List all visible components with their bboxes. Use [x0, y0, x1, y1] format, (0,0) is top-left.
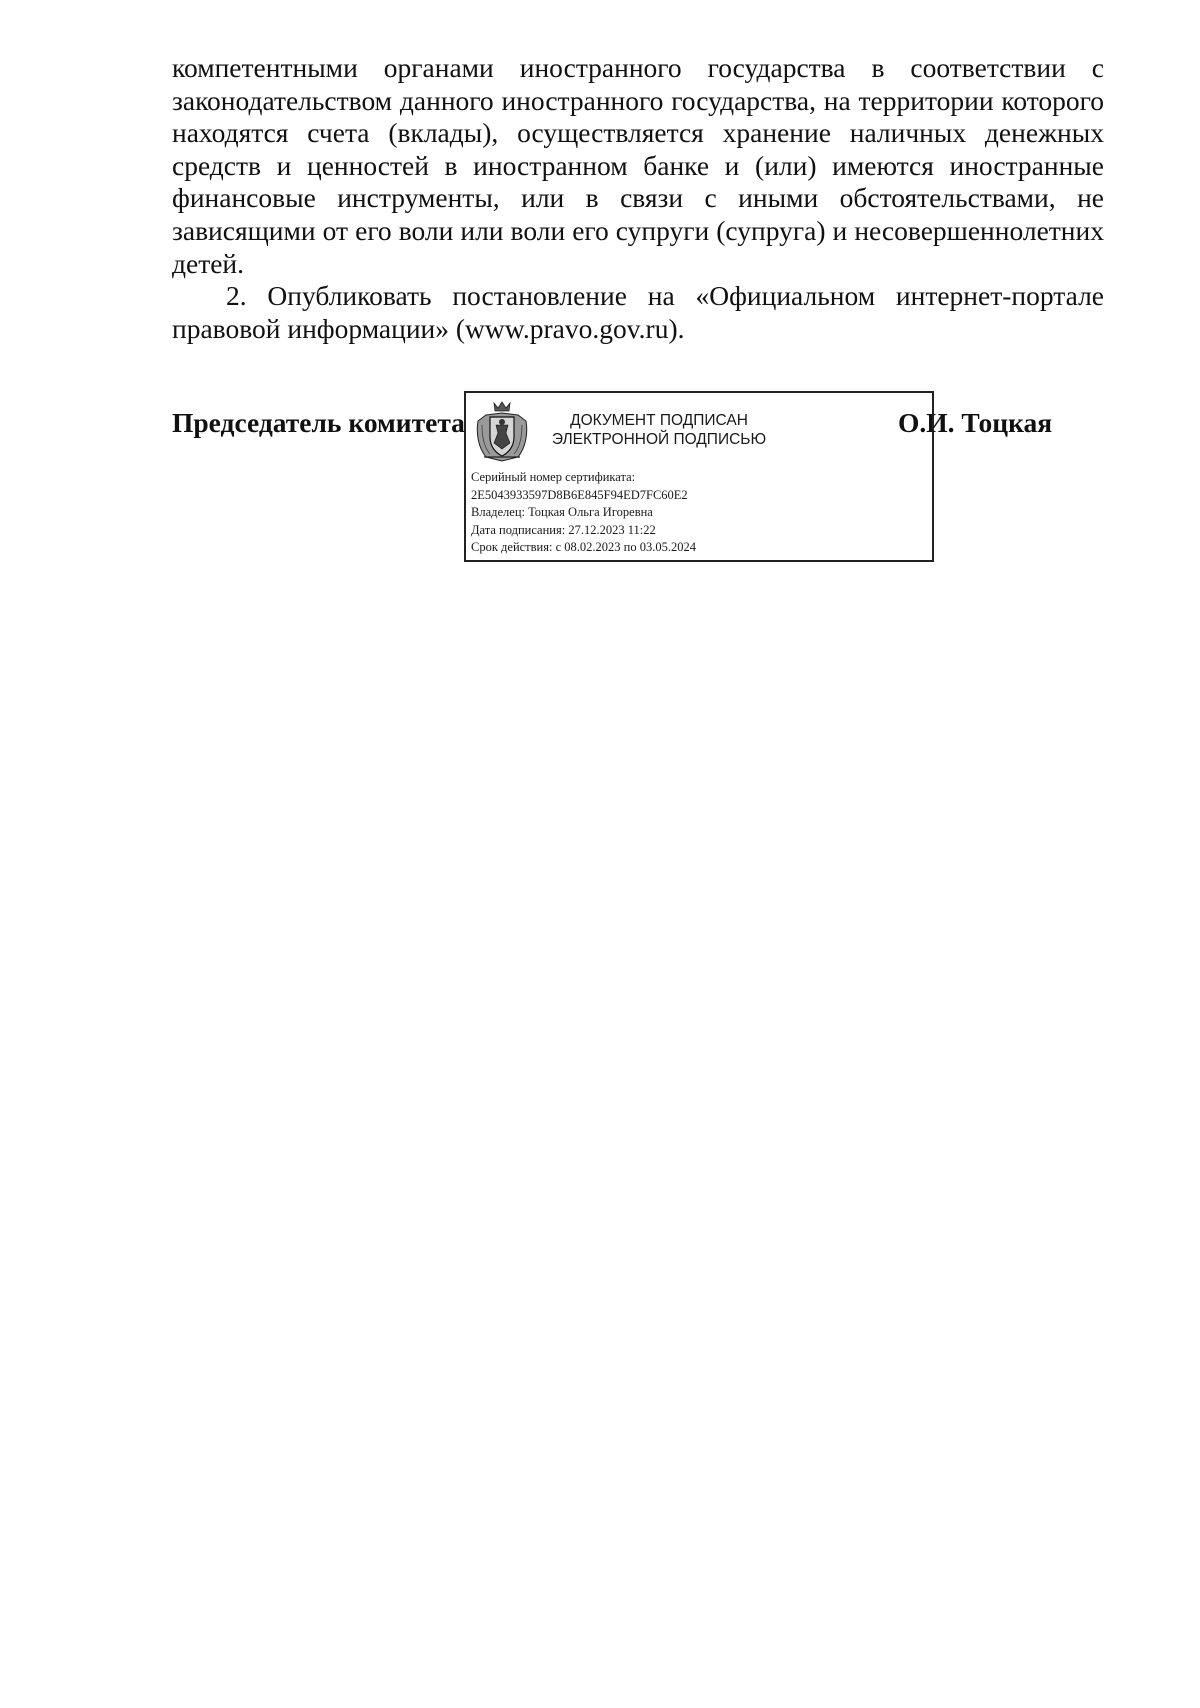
stamp-heading	[544, 411, 774, 449]
stamp-serial-label: Серийный номер сертификата:	[471, 470, 636, 484]
stamp-heading-line-1: ДОКУМЕНТ ПОДПИСАН	[570, 412, 748, 429]
stamp-owner: Владелец: Тоцкая Ольга Игоревна	[471, 505, 653, 519]
coat-of-arms-icon	[474, 399, 530, 463]
stamp-heading-line-2: ЭЛЕКТРОННОЙ ПОДПИСЬЮ	[551, 431, 767, 448]
paragraph-continuation: компетентными органами иностранного государства в соответствии с законодательством данного иностранного государства, на территории которого находятся счета (вклады), осуществляется хранение наличных денежных средств и ценностей в иностранном банке и (или) имеются иностранные финансовые инструменты, или в связи с иными обстоятельствами, не зависящими от его воли или воли его супруги (супруга) и несовершеннолетних детей.	[172, 52, 1104, 279]
stamp-signed-date: Дата подписания: 27.12.2023 11:22	[471, 522, 656, 537]
stamp-details	[471, 469, 696, 557]
document-body	[172, 52, 1104, 345]
paragraph-publication: 2. Опубликовать постановление на «Официальном интернет-портале правовой информации» (www.pravo.gov.ru).	[172, 280, 1104, 344]
signatory-title: Председатель комитета	[172, 407, 465, 438]
signatory-name: О.И. Тоцкая	[898, 407, 1053, 438]
stamp-serial-number: 2E5043933597D8B6E845F94ED7FC60E2	[471, 487, 688, 502]
stamp-validity: Срок действия: с 08.02.2023 по 03.05.2024	[471, 540, 696, 554]
electronic-signature-stamp	[464, 391, 934, 562]
